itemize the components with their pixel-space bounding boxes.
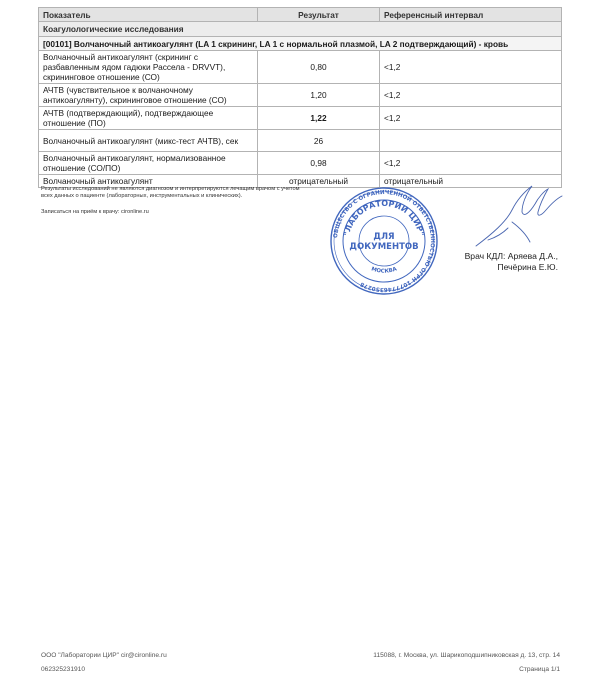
footer-id: 062325231910 (41, 666, 86, 673)
row-reference: отрицательный (380, 175, 562, 188)
table-row (39, 130, 562, 152)
table-row (39, 152, 562, 175)
row-reference: <1,2 (380, 51, 562, 84)
stamp-outer-text: ОБЩЕСТВО С ОГРАНИЧЕННОЙ ОТВЕТСТВЕННОСТЬЮ ОГРН 1077746350278 (333, 189, 436, 293)
table-row (39, 107, 562, 130)
row-reference: <1,2 (380, 152, 562, 175)
stamp-center-line1: ДЛЯ (373, 232, 395, 242)
header-reference: Референсный интервал (380, 8, 562, 22)
table-header-row (39, 8, 562, 22)
stamp-city-text: МОСКВА (370, 266, 398, 275)
lab-stamp (328, 186, 440, 296)
group-row (39, 37, 562, 51)
row-reference (380, 130, 562, 152)
section-title: Коагулологические исследования (39, 22, 562, 37)
table-row (39, 84, 562, 107)
stamp-center-line2: ДОКУМЕНТОВ (349, 242, 419, 252)
row-result: отрицательный (258, 175, 380, 188)
row-result: 0,98 (258, 152, 380, 175)
results-table (38, 7, 562, 188)
row-name: Волчаночный антикоагулянт, нормализованное отношение (СО/ПО) (39, 152, 258, 175)
row-reference: <1,2 (380, 107, 562, 130)
row-result: 26 (258, 130, 380, 152)
footer-address: 115088, г. Москва, ул. Шарикоподшипниковская д. 13, стр. 14 (373, 652, 560, 659)
row-name: Волчаночный антикоагулянт (39, 175, 258, 188)
disclaimer-text: Результаты исследований не являются диагнозом и интерпретируются лечащим врачом с учетом всех данных о пациенте (лабораторных, инструментальных и клинических). (41, 186, 300, 200)
doctor-line2: Печёрина Е.Ю. (497, 262, 558, 272)
doctor-signature (468, 182, 568, 254)
stamp-inner-text: "ЛАБОРАТОРИИ ЦИР" (342, 198, 426, 237)
header-result: Результат (258, 8, 380, 22)
header-indicator: Показатель (39, 8, 258, 22)
table-row (39, 51, 562, 84)
section-row (39, 22, 562, 37)
doctor-line1: Врач КДЛ: Аряева Д.А., (464, 251, 558, 261)
row-name: АЧТВ (подтверждающий), подтверждающее отношение (ПО) (39, 107, 258, 130)
appointment-link-text: Записаться на приём к врачу: cironline.ru (41, 209, 149, 215)
footer-company: ООО "Лаборатории ЦИР" cir@cironline.ru (41, 652, 167, 659)
row-reference: <1,2 (380, 84, 562, 107)
footer-page-number: Страница 1/1 (519, 666, 560, 673)
row-name: Волчаночный антикоагулянт (скрининг с разбавленным ядом гадюки Рассела - DRVVT), скрининговое отношение (СО) (39, 51, 258, 84)
doctor-block (465, 251, 558, 273)
row-name: АЧТВ (чувствительное к волчаночному антикоагулянту), скрининговое отношение (СО) (39, 84, 258, 107)
row-result: 1,22 (258, 107, 380, 130)
row-result: 1,20 (258, 84, 380, 107)
row-result: 0,80 (258, 51, 380, 84)
row-name: Волчаночный антикоагулянт (микс-тест АЧТВ), сек (39, 130, 258, 152)
group-title: [00101] Волчаночный антикоагулянт (LA 1 скрининг, LA 1 с нормальной плазмой, LA 2 подтверждающий) - кровь (39, 37, 562, 51)
